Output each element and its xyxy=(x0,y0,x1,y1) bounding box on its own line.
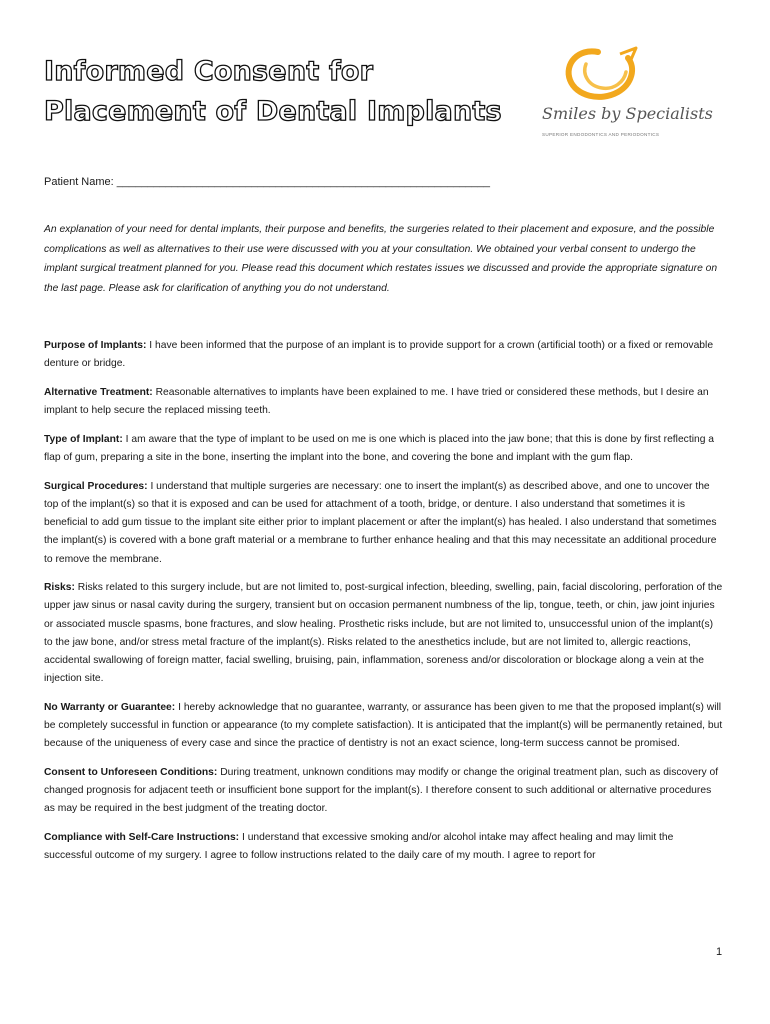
patient-name-field: Patient Name: _____________________________________________________________ xyxy=(44,176,490,188)
section-heading: Type of Implant: xyxy=(44,433,123,445)
consent-sections xyxy=(44,337,724,876)
section-heading: Risks: xyxy=(44,582,75,594)
section-heading: No Warranty or Guarantee: xyxy=(44,701,176,713)
title-line-1: Informed Consent for xyxy=(44,56,374,87)
section-type-of-implant xyxy=(44,431,724,467)
section-purpose xyxy=(44,337,724,373)
section-risks xyxy=(44,579,724,688)
section-self-care-compliance xyxy=(44,829,724,865)
section-text: I understand that multiple surgeries are necessary: one to insert the implant(s) as described above, and one to uncover the top of the implant(s) so that it is exposed and can be used for attachment of a tooth, bridge, or denture. I also understand that sometimes it is beneficial to add gum tissue to the implant site either prior to implant placement or after the implant(s) has healed. I also understand that sometimes the implant(s) is covered with a bone graft material or a membrane to further enhance healing and that this may necessitate an additional procedure to remove the membrane. xyxy=(44,480,717,565)
logo-wordmark: Smiles by Specialists xyxy=(542,104,713,123)
section-text: During treatment, unknown conditions may modify or change the original treatment plan, such as discovery of changed prognosis for adjacent teeth or insufficient bone support for the implant(s). I therefore consent to such additional or alternative procedures as may be required in the best judgment of the treating doctor. xyxy=(44,767,719,815)
section-text: Reasonable alternatives to implants have been explained to me. I have tried or considered these methods, but I desire an implant to help secure the replaced missing teeth. xyxy=(44,386,709,417)
section-text: I have been informed that the purpose of an implant is to provide support for a crown (artificial tooth) or a fixed or removable denture or bridge. xyxy=(44,340,714,370)
section-heading: Alternative Treatment: xyxy=(44,386,153,398)
section-heading: Compliance with Self-Care Instructions: xyxy=(44,832,240,844)
section-surgical-procedures xyxy=(44,478,724,569)
intro-paragraph: An explanation of your need for dental implants, their purpose and benefits, the surgeries related to their placement and exposure, and the possible complications as well as alternatives to their use were discussed with you at your consultation. We obtained your verbal consent to undergo the implant surgical treatment planned for you. Please read this document which restates issues we discussed and provide the appropriate signature on the last page. Please ask for clarification of anything you do not understand. xyxy=(44,224,718,294)
section-heading: Consent to Unforeseen Conditions: xyxy=(44,767,218,779)
section-text: I understand that excessive smoking and/or alcohol intake may affect healing and may limit the successful outcome of my surgery. I agree to follow instructions related to the daily care of my mouth. I agree to report for xyxy=(44,832,674,862)
section-no-warranty xyxy=(44,699,724,754)
section-heading: Purpose of Implants: xyxy=(44,340,147,351)
page-number: 1 xyxy=(716,946,723,958)
document-title xyxy=(44,52,514,132)
section-text: I hereby acknowledge that no guarantee, warranty, or assurance has been given to me that the proposed implant(s) will be completely successful in function or appearance (to my complete satisfaction). It is anticipated that the implant(s) will be permanently retained, but because of the uniqueness of every case and since the practice of dentistry is not an exact science, long-term success cannot be promised. xyxy=(44,701,723,750)
title-line-2: Placement of Dental Implants xyxy=(44,96,502,127)
logo-tagline: SUPERIOR ENDODONTICS AND PERIODONTICS xyxy=(542,132,660,137)
section-unforeseen-conditions xyxy=(44,764,724,819)
section-alternative-treatment xyxy=(44,384,724,420)
smiles-by-specialists-logo xyxy=(536,46,713,146)
section-heading: Surgical Procedures: xyxy=(44,480,148,492)
section-text: I am aware that the type of implant to be used on me is one which is placed into the jaw bone; that this is done by first reflecting a flap of gum, preparing a site in the bone, inserting the implant into the bone, and covering the bone and implant with the gum flap. xyxy=(44,433,715,464)
section-text: Risks related to this surgery include, but are not limited to, post-surgical infection, bleeding, swelling, pain, facial discoloring, perforation of the upper jaw sinus or nasal cavity during the surgery, transient but on occasion permanent numbness of the lip, tongue, teeth, or chin, jaw joint injuries or associated muscle spasms, bone fractures, and slow healing. Prosthetic risks include, but are not limited to, unsuccessful union of the implant(s) to the jaw bone, and/or stress metal fracture of the implant(s). Risks related to the anesthetics include, but are not limited to, allergic reactions, accidental swallowing of foreign matter, facial swelling, bruising, pain, inflammation, soreness and/or discoloration or blockage along a vein at the injection site. xyxy=(44,582,723,685)
